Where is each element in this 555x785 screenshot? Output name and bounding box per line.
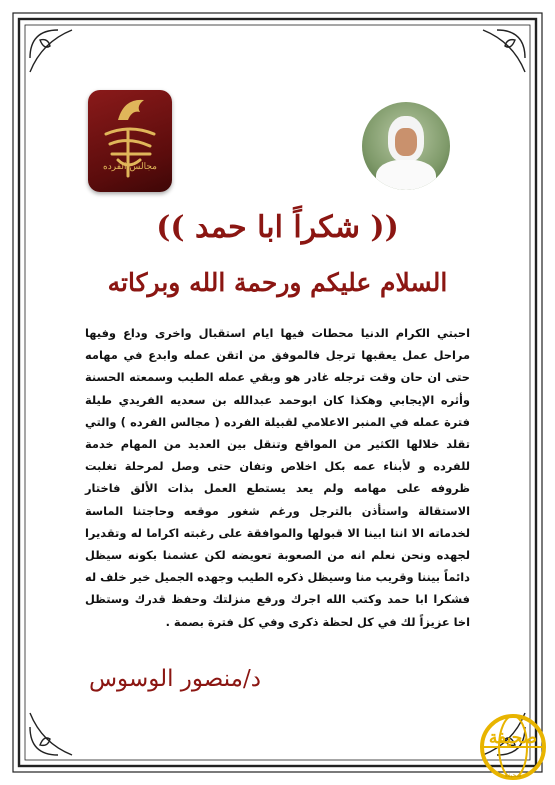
logo-text: مجالس الفرده <box>103 162 157 172</box>
horse-emblem-icon <box>88 90 172 192</box>
profile-photo <box>362 102 450 190</box>
watermark-text: صحيفة <box>488 728 538 748</box>
signature: د/منصور الوسوس <box>88 666 261 692</box>
greeting-line: السلام عليكم ورحمة الله وبركاته <box>107 268 448 297</box>
watermark-small-text: صحيفة <box>504 772 522 779</box>
newspaper-watermark <box>478 712 548 782</box>
majalis-alfardah-logo <box>88 90 172 192</box>
letter-body: احبتي الكرام الدنيا محطات فيها ايام استقبال واخرى وداع وفيها مراحل عمل يعقبها ترجل فالموفق من اتقن عمله وابدع في مهامه حتى ان حان وقت ترجله غادر هو وبقي عمله الطيب وسمعته الحسنة وأثره الإيجابي وهكذا كان ابوحمد عبدالله بن سعديه الفريدي طيلة فترة عمله في المنبر الاعلامي لقبيلة الفرده ( مجالس الفرده ) والتي تقلد خلالها الكثير من المواقع وتنقل بين العديد من المهام خدمة للفرده و لأبناء عمه بكل اخلاص وتفان حتى وصل لمرحلة تغلبت ظروفه على مهامه ولم يعد يستطع العمل بذات الألق فاختار الاستقالة واستأذن بالترجل ورغم شغور موقعه وحاجتنا الماسة لخدماته الا اننا ابينا الا قبولها والموافقة على رغبته اكراما له وتقديرا لجهده ونحن نعلم انه من الصعوبة تعويضه لكن عشمنا بكونه سيظل دائماً بيننا وقريب منا وسيظل ذكره الطيب وجهده الجميل خير خلف له فشكرا ابا حمد وكتب الله اجرك ورفع منزلتك وحفظ قدرك وستظل اخا عزيزاً لك في كل لحظة ذكرى وفي كل فترة بصمة . <box>85 326 470 629</box>
thanks-title: (( شكراً ابا حمد )) <box>156 210 399 245</box>
